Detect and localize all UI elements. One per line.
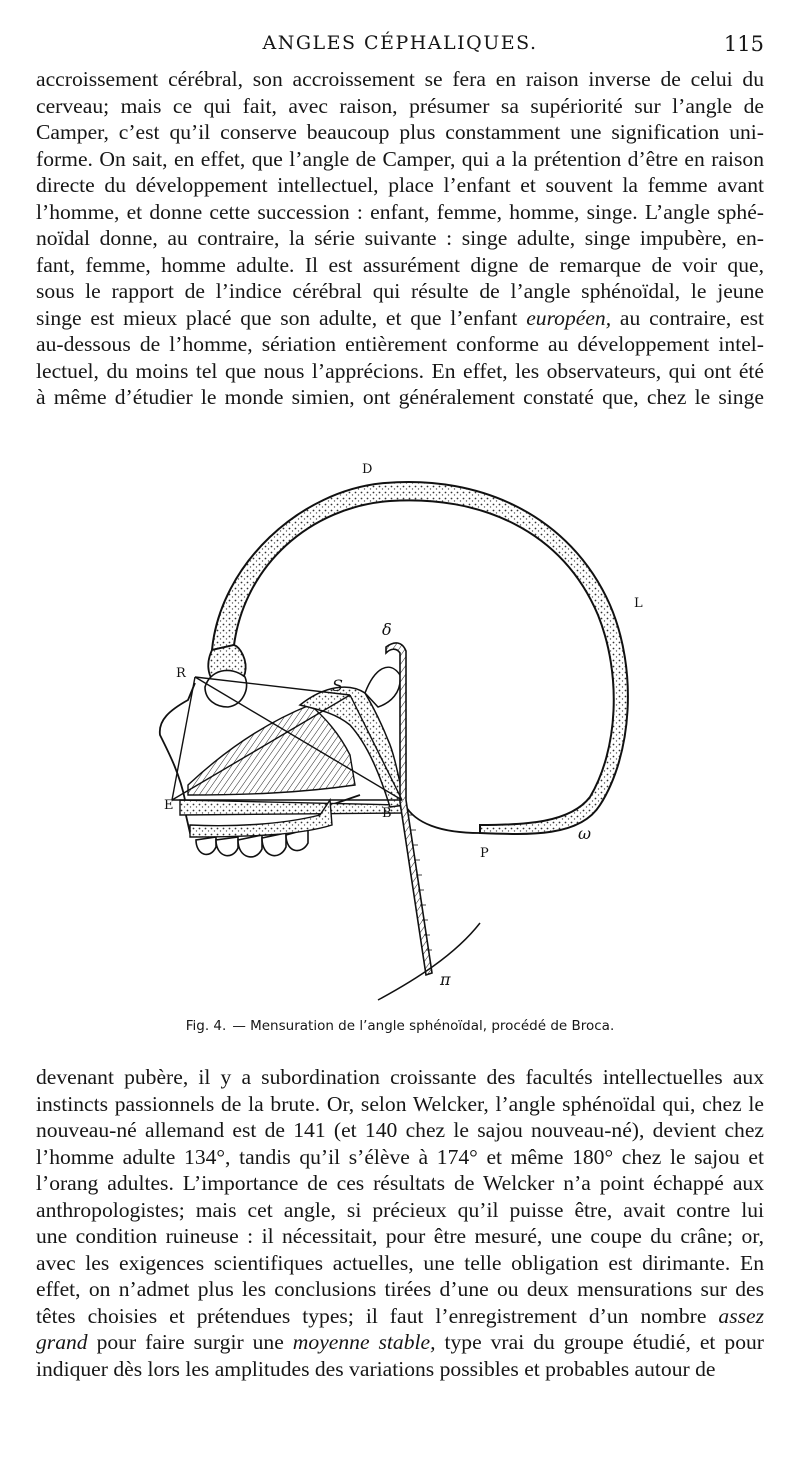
text-line: noïdal donne, au contraire, la série suivante : singe adulte, singe impubère, en- bbox=[36, 226, 764, 250]
text-line: nouveau-né allemand est de 141 (et 140 chez le sajou nouveau-né), devient chez bbox=[36, 1118, 764, 1142]
label-l: L bbox=[634, 596, 643, 611]
label-delta: δ bbox=[382, 620, 392, 639]
body-paragraph-top bbox=[36, 66, 764, 411]
italic-run: moyenne stable, bbox=[292, 1330, 436, 1354]
label-e: E bbox=[164, 798, 174, 813]
text-line: une condition ruineuse : il nécessitait, pour être mesuré, une coupe du crâne; or, bbox=[36, 1224, 764, 1248]
text-line bbox=[36, 305, 764, 332]
text-line: anthropologistes; mais cet angle, si précieux qu’il puisse être, avait contre lui bbox=[36, 1197, 764, 1222]
label-omega: ω bbox=[578, 824, 592, 843]
text-line: l’homme adulte 134°, tandis qu’il s’élève à 174° et même 180° chez le sajou et bbox=[36, 1144, 764, 1169]
text-line: forme. On sait, en effet, que l’angle de Camper, qui a la prétention d’être en raison bbox=[36, 146, 764, 171]
label-s: S bbox=[332, 676, 343, 695]
body-paragraph-bottom bbox=[36, 1064, 764, 1382]
text-run: pour faire surgir une bbox=[87, 1330, 293, 1354]
text-line: l’homme, et donne cette succession : enfant, femme, homme, singe. L’angle sphé- bbox=[36, 199, 764, 224]
figure-caption bbox=[0, 1018, 800, 1034]
orbit bbox=[205, 670, 246, 707]
italic-run: assez bbox=[718, 1303, 764, 1328]
text-line: directe du développement intellectuel, place l’enfant et souvent la femme avant bbox=[36, 173, 764, 197]
text-line: fant, femme, homme adulte. Il est assurément digne de remarque de voir que, bbox=[36, 252, 764, 277]
label-pi: π bbox=[440, 970, 451, 989]
label-p: P bbox=[480, 846, 489, 861]
text-line: indiquer dès lors les amplitudes des variations possibles et probables autour de bbox=[36, 1356, 716, 1381]
italic-run: européen, bbox=[526, 305, 612, 330]
text-run: au contraire, est bbox=[611, 305, 764, 330]
text-line: au-dessous de l’homme, sériation entièrement conforme au développement intel- bbox=[36, 332, 764, 356]
text-line: lectuel, du moins tel que nous l’apprécions. En effet, les observateurs, qui ont été bbox=[36, 358, 764, 383]
label-d: D bbox=[362, 462, 373, 477]
text-line: avec les exigences scientifiques actuelles, une telle obligation est dirimante. En bbox=[36, 1250, 764, 1275]
caption-text: — Mensuration de l’angle sphénoïdal, procédé de Broca. bbox=[232, 1018, 615, 1034]
text-line: sous le rapport de l’indice cérébral qui résulte de l’angle sphénoïdal, le jeune bbox=[36, 279, 764, 303]
running-head: ANGLES CÉPHALIQUES. bbox=[262, 32, 538, 54]
text-run: singe est mieux placé que son adulte, et que l’enfant bbox=[36, 305, 527, 330]
palate bbox=[180, 800, 402, 815]
page-number: 115 bbox=[723, 32, 764, 56]
text-run: type vrai du groupe étudié, et pour bbox=[435, 1330, 764, 1354]
maxilla bbox=[188, 705, 355, 795]
label-b: B bbox=[382, 806, 392, 821]
italic-run: grand bbox=[36, 1330, 88, 1354]
text-run: têtes choisies et prétendues types; il faut l’enregistrement d’un nombre bbox=[36, 1303, 719, 1328]
text-line: à même d’étudier le monde simien, ont généralement constaté que, chez le singe bbox=[36, 385, 764, 409]
text-line: effet, on n’admet plus les conclusions tirées d’une ou deux mensurations sur des bbox=[36, 1277, 764, 1301]
text-line: accroissement cérébral, son accroissement se fera en raison inverse de celui du bbox=[36, 67, 764, 91]
text-line: instincts passionnels de la brute. Or, selon Welcker, l’angle sphénoïdal qui, chez le bbox=[36, 1091, 764, 1116]
text-line bbox=[36, 1329, 764, 1356]
page-header bbox=[36, 30, 764, 60]
skull-diagram bbox=[150, 455, 650, 1010]
text-line: l’orang adultes. L’importance de ces résultats de Welcker n’a point échappé aux bbox=[36, 1171, 764, 1195]
caption-number: Fig. 4. bbox=[185, 1018, 227, 1034]
text-line: Camper, c’est qu’il conserve beaucoup plus constamment une signification uni- bbox=[36, 120, 764, 144]
label-r: R bbox=[176, 666, 186, 681]
text-line: cerveau; mais ce qui fait, avec raison, présumer sa supériorité sur l’angle de bbox=[36, 93, 764, 118]
occipital bbox=[405, 805, 480, 833]
text-line bbox=[36, 1303, 764, 1330]
text-line: devenant pubère, il y a subordination croissante des facultés intellectuelles aux bbox=[36, 1065, 764, 1089]
